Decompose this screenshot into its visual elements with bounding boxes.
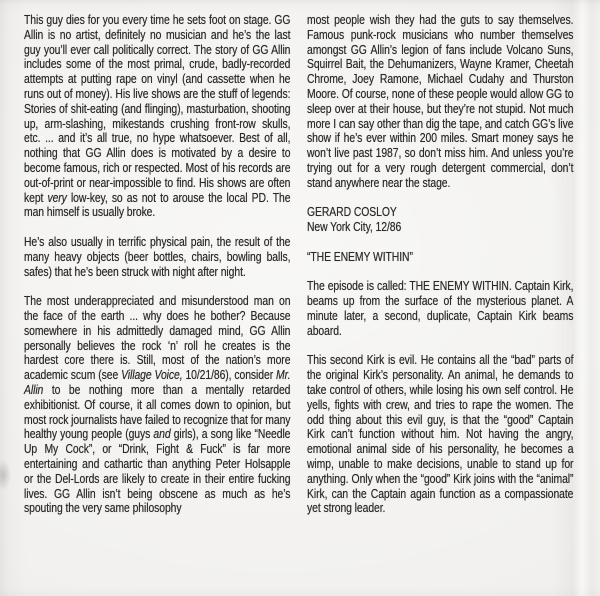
paragraph: [24, 294, 290, 516]
text-segment: very: [47, 189, 67, 205]
text-segment: The episode is called: THE ENEMY WITHIN. Captain Kirk, beams up from the surface of the mysterious planet. A minute later, a second, duplicate, Captain Kirk beams aboard.: [307, 278, 574, 338]
right-column: [307, 13, 573, 516]
left-column: [24, 13, 290, 516]
text-segment: This guy dies for you every time he sets foot on stage. GG Allin is no artist, definitely no musician and he’s the last guy you’ll ever call politically correct. The story of GG Allin includes some of the most primal, crude, badly-recorded attempts at putting rape on vinyl (and cassette when he runs out of money). His live shows are the stuff of legends: Stories of shit-eating (and flinging), masturbation, shooting up, arm-slashing, mikestands crushing front-row skulls, etc. ... and it’s all true, no hype whatsoever. Best of all, nothing that GG Allin does is motivated by a desire to become famous, rich or respected. Most of his records are out-of-print or near-impossible to find. His shows are often kept: [24, 12, 291, 205]
signature: [307, 205, 573, 235]
text-segment: The most underappreciated and misunderstood man on the face of the earth ... why does he bother? Because somewhere in his admittedly damaged mind, GG Allin personally believes the rock ‘n’ roll he creates is the hardest core there is. Still, most of the nation’s more academic scum (see: [24, 293, 291, 383]
text-segment: This second Kirk is evil. He contains all the “bad” parts of the original Kirk’s personality. An animal, he demands to take control of others, while losing his own self control. He yells, fights with crew, and tries to rape the women. The odd thing about this evil guy, is that the “good” Captain Kirk can’t function without him. Not having the angry, emotional animal side of his personality, he becomes a wimp, unable to make decisions, unable to stand up for anything. Only when the “good” Kirk joins with the “animal” Kirk, can the Captain again function as a compassionate yet strong leader.: [307, 352, 574, 516]
text-segment: to be nothing more than a mentally retarded exhibitionist. Of course, it all comes down to opinion, but most rock journalists have failed to recognize that for many healthy young people (guys: [24, 381, 291, 442]
paragraph: [24, 13, 290, 220]
text-segment: “THE ENEMY WITHIN”: [307, 248, 413, 264]
paragraph: [24, 235, 290, 279]
paragraph: [307, 279, 573, 338]
signature-line: New York City, 12/86: [307, 219, 402, 235]
signature-line: GERARD COSLOY: [307, 204, 397, 220]
text-segment: 10/21/86), consider: [182, 367, 277, 383]
text-segment: Village Voice,: [121, 367, 183, 383]
text-segment: most people wish they had the guts to say themselves. Famous punk-rock musicians who number themselves amongst GG Allin’s legion of fans include Volcano Suns, Squirrel Bait, the Dehumanizers, Wayne Kramer, Cheetah Chrome, Joey Ramone, Michael Cudahy and Thurston Moore. Of course, none of these people would allow GG to sleep over at their house, but they’re not stupid. Not much more I can say other than dig the tape, and catch GG’s live show if he’s ever within 200 miles. Smart money says he won’t live past 1987, so don’t miss him. And unless you’re trying out for a very rough detergent commercial, don’t stand anywhere near the stage.: [307, 12, 574, 190]
paragraph: [307, 13, 573, 191]
text-segment: He’s also usually in terrific physical pain, the result of the many heavy objects (beer bottles, chairs, bowling balls, safes) that he’s been struck with night after night.: [24, 233, 291, 279]
heading: [307, 250, 573, 265]
text-segment: low-key, so as not to arouse the local PD. The man himself is usually broke.: [24, 189, 291, 220]
paragraph: [307, 353, 573, 516]
text-segment: Mr. Allin: [24, 367, 291, 397]
text-segment: girls), a song like “Needle Up My Cock”, or “Drink, Fight & Fuck” is far more entertaining and cathartic than anything Peter Holsapple or the Del-Lords are likely to create in their entire fucking lives. GG Allin isn’t being obscene as much as he’s spouting the very same philosophy: [24, 426, 291, 516]
text-segment: and: [153, 426, 171, 442]
scan-smudge: [0, 460, 11, 490]
